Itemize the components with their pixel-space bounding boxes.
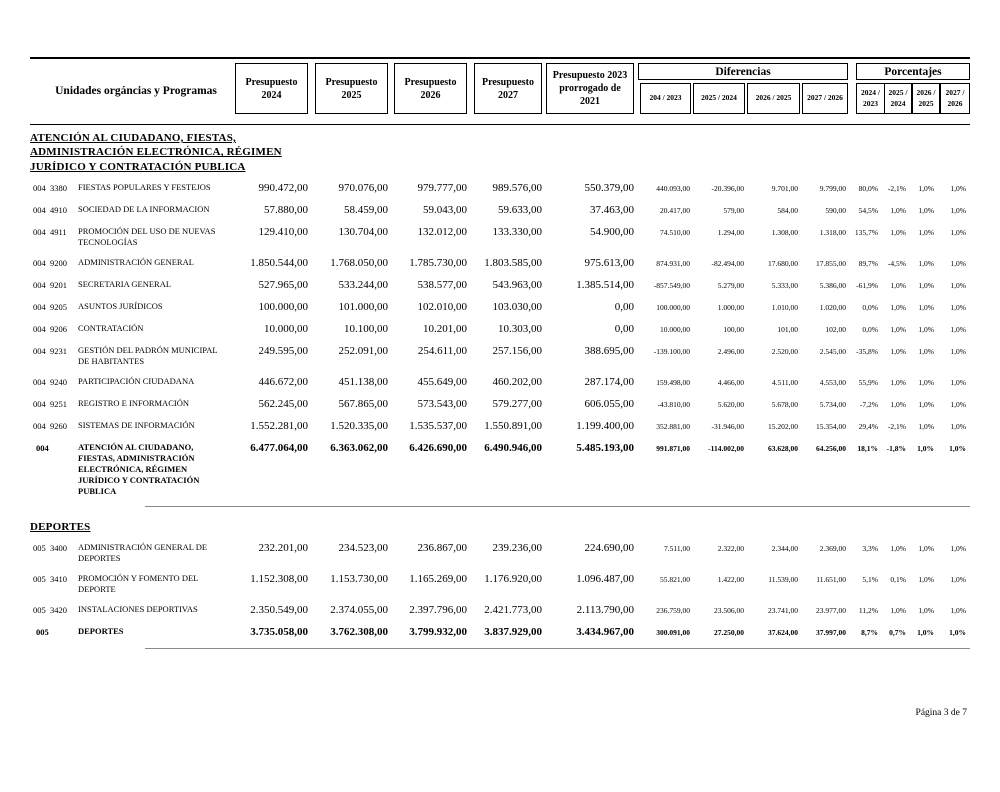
percentage-cell: 0,1% (890, 575, 906, 585)
porcentajes-group-header: Porcentajes (856, 63, 970, 80)
percentage-cell: -7,2% (859, 399, 878, 409)
program-name-cell: SECRETARIA GENERAL (78, 278, 172, 289)
percentage-cell: 1,0% (918, 258, 934, 268)
difference-cell: 352.881,00 (656, 421, 690, 431)
amount-cell: 527.965,00 (258, 278, 308, 291)
amount-cell: 257.156,00 (492, 344, 542, 357)
program-code-cell: 3400 (50, 543, 67, 554)
amount-cell: 6.490.946,00 (484, 441, 542, 454)
org-code-cell: 005 (33, 574, 46, 585)
amount-cell: 1.176.920,00 (484, 573, 542, 586)
amount-cell: 10.303,00 (498, 322, 542, 335)
difference-cell: 100,00 (723, 324, 744, 334)
percentage-cell: 1,0% (950, 346, 966, 356)
percentage-cell: 1,0% (950, 377, 966, 387)
amount-cell: 0,00 (614, 322, 634, 335)
porcentajes-column-header: 2025 / 2024 (884, 83, 912, 114)
amount-cell: 6.477.064,00 (250, 441, 308, 454)
percentage-cell: 1,0% (890, 606, 906, 616)
amount-cell: 2.421.773,00 (484, 604, 542, 617)
program-name-cell: ADMINISTRACIÓN GENERAL (78, 256, 194, 267)
percentage-cell: 55,9% (858, 377, 878, 387)
amount-cell: 1.096.487,00 (576, 573, 634, 586)
difference-cell: 236.759,00 (656, 606, 690, 616)
difference-cell: 11.539,00 (768, 575, 798, 585)
amount-cell: 129.410,00 (258, 225, 308, 238)
difference-cell: 17.855,00 (816, 258, 846, 268)
difference-cell: 64.256,00 (816, 443, 846, 453)
org-code-cell: 004 (33, 420, 46, 431)
percentage-cell: 135,7% (854, 227, 878, 237)
amount-cell: 1.850.544,00 (250, 256, 308, 269)
percentage-cell: 1,0% (918, 377, 934, 387)
diferencias-column-header: 204 / 2023 (640, 83, 691, 114)
budget-column-header: Presupuesto 2023 prorrogado de 2021 (546, 63, 634, 114)
difference-cell: 15.202,00 (768, 421, 798, 431)
percentage-cell: 11,2% (858, 606, 878, 616)
difference-cell: 1.308,00 (771, 227, 798, 237)
diferencias-group-header: Diferencias (638, 63, 848, 80)
amount-cell: 567.865,00 (338, 397, 388, 410)
difference-cell: 5.279,00 (717, 280, 744, 290)
percentage-cell: 1,0% (950, 280, 966, 290)
section-heading: DEPORTES (30, 520, 91, 533)
difference-cell: 5.734,00 (819, 399, 846, 409)
program-code-cell: 9240 (50, 376, 67, 387)
org-code-cell: 005 (33, 605, 46, 616)
org-code-cell: 004 (33, 323, 46, 334)
amount-cell: 133.330,00 (492, 225, 542, 238)
amount-cell: 1.165.269,00 (409, 573, 467, 586)
amount-cell: 3.735.058,00 (250, 626, 308, 639)
amount-cell: 236.867,00 (417, 542, 467, 555)
difference-cell: 23.506,00 (714, 606, 744, 616)
difference-cell: 159.498,00 (656, 377, 690, 387)
amount-cell: 234.523,00 (338, 542, 388, 555)
amount-cell: 232.201,00 (258, 542, 308, 555)
amount-cell: 132.012,00 (417, 225, 467, 238)
program-name-cell: DEPORTES (78, 626, 124, 637)
percentage-cell: 1,0% (918, 346, 934, 356)
difference-cell: 1.294,00 (717, 227, 744, 237)
page-number: Página 3 de 7 (915, 708, 967, 718)
amount-cell: 3.799.932,00 (409, 626, 467, 639)
percentage-cell: 1,0% (890, 377, 906, 387)
amount-cell: 1.385.514,00 (576, 278, 634, 291)
difference-cell: 7.511,00 (664, 544, 690, 554)
difference-cell: 584,00 (777, 205, 798, 215)
amount-cell: 254.611,00 (417, 344, 467, 357)
program-code-cell: 9206 (50, 323, 67, 334)
amount-cell: 1.152.308,00 (250, 573, 308, 586)
percentage-cell: 0,0% (862, 324, 878, 334)
org-code-cell: 004 (33, 204, 46, 215)
difference-cell: 440.093,00 (656, 183, 690, 193)
percentage-cell: 1,0% (890, 399, 906, 409)
percentage-cell: 1,0% (950, 205, 966, 215)
section-divider (145, 506, 970, 507)
org-code-cell: 005 (33, 543, 46, 554)
amount-cell: 54.900,00 (590, 225, 634, 238)
percentage-cell: 1,0% (950, 399, 966, 409)
difference-cell: 37.624,00 (768, 628, 798, 638)
difference-cell: 20.417,00 (660, 205, 690, 215)
table-row (30, 257, 970, 270)
diferencias-column-header: 2027 / 2026 (802, 83, 848, 114)
amount-cell: 224.690,00 (584, 542, 634, 555)
percentage-cell: 1,0% (918, 399, 934, 409)
program-code-cell: 3380 (50, 182, 67, 193)
table-row (30, 573, 970, 595)
difference-cell: -114.002,00 (708, 443, 744, 453)
program-name-cell: INSTALACIONES DEPORTIVAS (78, 604, 198, 615)
difference-cell: 2.344,00 (771, 544, 798, 554)
program-code-cell: 4911 (50, 226, 67, 237)
percentage-cell: 1,0% (890, 205, 906, 215)
difference-cell: 23.741,00 (768, 606, 798, 616)
amount-cell: 252.091,00 (338, 344, 388, 357)
amount-cell: 1.550.891,00 (484, 419, 542, 432)
amount-cell: 2.397.796,00 (409, 604, 467, 617)
amount-cell: 606.055,00 (584, 397, 634, 410)
amount-cell: 573.543,00 (417, 397, 467, 410)
org-code-cell: 005 (36, 627, 49, 638)
percentage-cell: 8,7% (861, 628, 878, 638)
percentage-cell: 1,0% (949, 628, 966, 638)
percentage-cell: 1,0% (918, 324, 934, 334)
difference-cell: -857.549,00 (653, 280, 690, 290)
program-name-cell: GESTIÓN DEL PADRÓN MUNICIPAL DE HABITANTES (78, 344, 218, 366)
amount-cell: 3.434.967,00 (576, 626, 634, 639)
percentage-cell: 1,0% (950, 606, 966, 616)
difference-cell: 1.000,00 (717, 302, 744, 312)
percentage-cell: 1,0% (950, 302, 966, 312)
percentage-cell: 0,0% (862, 302, 878, 312)
difference-cell: 5.333,00 (771, 280, 798, 290)
amount-cell: 1.520.335,00 (330, 419, 388, 432)
amount-cell: 57.880,00 (264, 203, 308, 216)
table-row (30, 226, 970, 248)
table-total-row (30, 442, 970, 497)
amount-cell: 388.695,00 (584, 344, 634, 357)
percentage-cell: 1,0% (950, 544, 966, 554)
amount-cell: 533.244,00 (338, 278, 388, 291)
percentage-cell: 3,3% (862, 544, 878, 554)
amount-cell: 1.199.400,00 (576, 419, 634, 432)
difference-cell: 300.091,00 (656, 628, 690, 638)
amount-cell: 287.174,00 (584, 375, 634, 388)
budget-column-header: Presupuesto 2026 (394, 63, 467, 114)
table-row (30, 323, 970, 336)
percentage-cell: -4,5% (887, 258, 906, 268)
program-code-cell: 9201 (50, 279, 67, 290)
percentage-cell: 89,7% (858, 258, 878, 268)
amount-cell: 58.459,00 (344, 203, 388, 216)
porcentajes-column-header: 2026 / 2025 (912, 83, 940, 114)
difference-cell: 23.977,00 (816, 606, 846, 616)
amount-cell: 543.963,00 (492, 278, 542, 291)
program-code-cell: 9205 (50, 301, 67, 312)
table-row (30, 604, 970, 617)
percentage-cell: -2,1% (887, 421, 906, 431)
difference-cell: 17.680,00 (768, 258, 798, 268)
difference-cell: 991.871,00 (656, 443, 690, 453)
program-name-cell: FIESTAS POPULARES Y FESTEJOS (78, 181, 211, 192)
difference-cell: 2.322,00 (717, 544, 744, 554)
amount-cell: 3.837.929,00 (484, 626, 542, 639)
amount-cell: 37.463,00 (590, 203, 634, 216)
percentage-cell: -1,8% (886, 443, 906, 453)
org-code-cell: 004 (33, 301, 46, 312)
amount-cell: 970.076,00 (338, 181, 388, 194)
percentage-cell: 1,0% (918, 575, 934, 585)
difference-cell: -43.810,00 (657, 399, 690, 409)
amount-cell: 10.000,00 (264, 322, 308, 335)
program-code-cell: 9251 (50, 398, 67, 409)
difference-cell: -139.100,00 (653, 346, 690, 356)
amount-cell: 460.202,00 (492, 375, 542, 388)
difference-cell: 2.369,00 (819, 544, 846, 554)
percentage-cell: 1,0% (950, 575, 966, 585)
table-row (30, 542, 970, 564)
percentage-cell: 1,0% (917, 628, 934, 638)
amount-cell: 101.000,00 (338, 300, 388, 313)
table-row (30, 182, 970, 195)
table-row (30, 376, 970, 389)
amount-cell: 1.535.537,00 (409, 419, 467, 432)
amount-cell: 59.633,00 (498, 203, 542, 216)
difference-cell: 102,00 (825, 324, 846, 334)
program-code-cell: 3410 (50, 574, 67, 585)
percentage-cell: 1,0% (890, 544, 906, 554)
program-code-cell: 9200 (50, 257, 67, 268)
program-code-cell: 9231 (50, 345, 67, 356)
budget-column-header: Presupuesto 2025 (315, 63, 388, 114)
percentage-cell: 1,0% (918, 205, 934, 215)
percentage-cell: 1,0% (918, 183, 934, 193)
percentage-cell: 1,0% (918, 227, 934, 237)
table-row (30, 204, 970, 217)
table-body (30, 131, 970, 662)
amount-cell: 2.350.549,00 (250, 604, 308, 617)
difference-cell: 37.997,00 (816, 628, 846, 638)
amount-cell: 10.201,00 (423, 322, 467, 335)
amount-cell: 455.649,00 (417, 375, 467, 388)
amount-cell: 1.552.281,00 (250, 419, 308, 432)
percentage-cell: 54,5% (858, 205, 878, 215)
diferencias-column-header: 2025 / 2024 (693, 83, 745, 114)
amount-cell: 1.768.050,00 (330, 256, 388, 269)
program-code-cell: 3420 (50, 605, 67, 616)
percentage-cell: -2,1% (887, 183, 906, 193)
program-code-cell: 9260 (50, 420, 67, 431)
percentage-cell: 1,0% (950, 421, 966, 431)
difference-cell: 590,00 (825, 205, 846, 215)
difference-cell: 5.678,00 (771, 399, 798, 409)
amount-cell: 562.245,00 (258, 397, 308, 410)
amount-cell: 446.672,00 (258, 375, 308, 388)
percentage-cell: 1,0% (890, 302, 906, 312)
amount-cell: 103.030,00 (492, 300, 542, 313)
difference-cell: 5.386,00 (819, 280, 846, 290)
program-name-cell: PARTICIPACIÓN CIUDADANA (78, 375, 195, 386)
percentage-cell: 1,0% (917, 443, 934, 453)
percentage-cell: -35,8% (856, 346, 878, 356)
difference-cell: 9.799,00 (819, 183, 846, 193)
percentage-cell: 5,1% (862, 575, 878, 585)
difference-cell: 4.466,00 (717, 377, 744, 387)
org-code-cell: 004 (33, 279, 46, 290)
table-row (30, 301, 970, 314)
difference-cell: 4.553,00 (819, 377, 846, 387)
org-code-cell: 004 (33, 376, 46, 387)
amount-cell: 451.138,00 (338, 375, 388, 388)
section-divider (145, 648, 970, 649)
program-name-cell: CONTRATACIÓN (78, 322, 144, 333)
percentage-cell: 1,0% (950, 183, 966, 193)
difference-cell: 4.511,00 (772, 377, 798, 387)
difference-cell: 1.318,00 (819, 227, 846, 237)
amount-cell: 1.803.585,00 (484, 256, 542, 269)
percentage-cell: 1,0% (918, 302, 934, 312)
amount-cell: 975.613,00 (584, 256, 634, 269)
amount-cell: 538.577,00 (417, 278, 467, 291)
diferencias-column-header: 2026 / 2025 (747, 83, 800, 114)
difference-cell: 579,00 (723, 205, 744, 215)
section-heading: ATENCIÓN AL CIUDADANO, FIESTAS, ADMINISTRACIÓN ELECTRÓNICA, RÉGIMEN JURÍDICO Y CONTRATACIÓN PUBLICA (30, 132, 282, 173)
percentage-cell: 1,0% (950, 324, 966, 334)
difference-cell: -82.494,00 (711, 258, 744, 268)
difference-cell: 74.510,00 (660, 227, 690, 237)
difference-cell: 874.931,00 (656, 258, 690, 268)
percentage-cell: 1,0% (890, 346, 906, 356)
program-name-cell: REGISTRO E INFORMACIÓN (78, 397, 189, 408)
amount-cell: 2.374.055,00 (330, 604, 388, 617)
percentage-cell: 1,0% (890, 227, 906, 237)
percentage-cell: 1,0% (950, 227, 966, 237)
org-code-cell: 004 (36, 442, 49, 453)
org-code-cell: 004 (33, 345, 46, 356)
amount-cell: 59.043,00 (423, 203, 467, 216)
program-name-cell: PROMOCIÓN Y FOMENTO DEL DEPORTE (78, 573, 199, 595)
difference-cell: 10.000,00 (660, 324, 690, 334)
org-code-cell: 004 (33, 226, 46, 237)
program-code-cell: 4910 (50, 204, 67, 215)
amount-cell: 979.777,00 (417, 181, 467, 194)
org-code-cell: 004 (33, 257, 46, 268)
amount-cell: 0,00 (614, 300, 634, 313)
difference-cell: 2.545,00 (819, 346, 846, 356)
percentage-cell: 1,0% (918, 544, 934, 554)
difference-cell: 1.020,00 (819, 302, 846, 312)
amount-cell: 3.762.308,00 (330, 626, 388, 639)
percentage-cell: 80,0% (858, 183, 878, 193)
amount-cell: 100.000,00 (258, 300, 308, 313)
program-name-cell: PROMOCIÓN DEL USO DE NUEVAS TECNOLOGÍAS (78, 225, 216, 247)
table-row (30, 398, 970, 411)
difference-cell: 1.010,00 (771, 302, 798, 312)
amount-cell: 6.363.062,00 (330, 441, 388, 454)
table-row (30, 279, 970, 292)
org-code-cell: 004 (33, 398, 46, 409)
table-header (30, 57, 970, 125)
difference-cell: 2.496,00 (717, 346, 744, 356)
table-row (30, 345, 970, 367)
program-name-cell: ASUNTOS JURÍDICOS (78, 300, 163, 311)
difference-cell: 2.520,00 (771, 346, 798, 356)
difference-cell: 55.821,00 (660, 575, 690, 585)
amount-cell: 550.379,00 (584, 181, 634, 194)
amount-cell: 1.153.730,00 (330, 573, 388, 586)
amount-cell: 5.485.193,00 (576, 441, 634, 454)
unit-column-header: Unidades orgáncias y Programas (55, 84, 217, 97)
percentage-cell: 1,0% (890, 324, 906, 334)
difference-cell: -20.396,00 (711, 183, 744, 193)
percentage-cell: 18,1% (857, 443, 878, 453)
difference-cell: 11.651,00 (816, 575, 846, 585)
difference-cell: 27.250,00 (714, 628, 744, 638)
amount-cell: 239.236,00 (492, 542, 542, 555)
difference-cell: 9.701,00 (771, 183, 798, 193)
difference-cell: 101,00 (777, 324, 798, 334)
program-name-cell: SISTEMAS DE INFORMACIÓN (78, 419, 195, 430)
amount-cell: 10.100,00 (344, 322, 388, 335)
program-name-cell: ADMINISTRACIÓN GENERAL DE DEPORTES (78, 542, 208, 564)
difference-cell: 15.354,00 (816, 421, 846, 431)
amount-cell: 102.010,00 (417, 300, 467, 313)
percentage-cell: 1,0% (918, 421, 934, 431)
amount-cell: 2.113.790,00 (576, 604, 634, 617)
amount-cell: 579.277,00 (492, 397, 542, 410)
program-name-cell: ATENCIÓN AL CIUDADANO, FIESTAS, ADMINISTRACIÓN ELECTRÓNICA, RÉGIMEN JURÍDICO Y CONTRATACIÓN PUBLICA (78, 441, 200, 496)
percentage-cell: 1,0% (950, 258, 966, 268)
table-total-row (30, 626, 970, 639)
porcentajes-column-header: 2027 / 2026 (940, 83, 970, 114)
table-row (30, 420, 970, 433)
difference-cell: 1.422,00 (717, 575, 744, 585)
percentage-cell: 1,0% (918, 280, 934, 290)
program-name-cell: SOCIEDAD DE LA INFORMACION (78, 203, 210, 214)
amount-cell: 989.576,00 (492, 181, 542, 194)
budget-column-header: Presupuesto 2027 (474, 63, 542, 114)
percentage-cell: 0,7% (889, 628, 906, 638)
percentage-cell: 1,0% (949, 443, 966, 453)
amount-cell: 249.595,00 (258, 344, 308, 357)
difference-cell: 63.628,00 (768, 443, 798, 453)
amount-cell: 130.704,00 (338, 225, 388, 238)
porcentajes-column-header: 2024 / 2023 (856, 83, 885, 114)
percentage-cell: 1,0% (918, 606, 934, 616)
difference-cell: 100.000,00 (656, 302, 690, 312)
percentage-cell: 1,0% (890, 280, 906, 290)
amount-cell: 1.785.730,00 (409, 256, 467, 269)
amount-cell: 990.472,00 (258, 181, 308, 194)
amount-cell: 6.426.690,00 (409, 441, 467, 454)
difference-cell: 5.620,00 (717, 399, 744, 409)
budget-column-header: Presupuesto 2024 (235, 63, 308, 114)
org-code-cell: 004 (33, 182, 46, 193)
percentage-cell: 29,4% (858, 421, 878, 431)
difference-cell: -31.946,00 (711, 421, 744, 431)
percentage-cell: -61,9% (856, 280, 878, 290)
